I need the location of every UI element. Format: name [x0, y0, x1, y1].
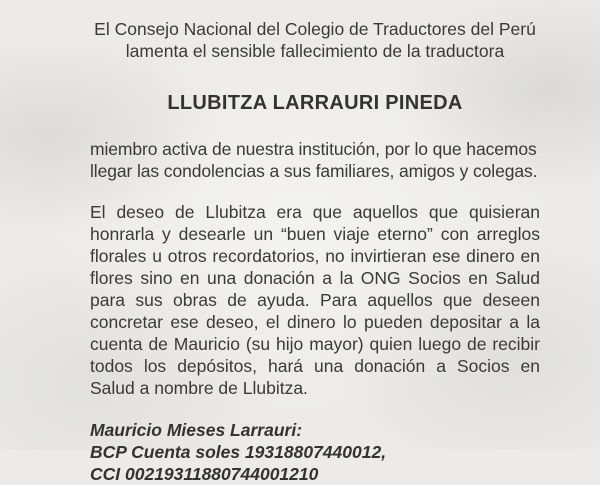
condolence-paragraph [90, 138, 540, 182]
intro-line-1: El Consejo Nacional del Colegio de Traductores del Perú [94, 19, 536, 39]
account-holder: Mauricio Mieses Larrauri: [90, 420, 303, 440]
intro-text [80, 18, 550, 62]
deceased-name: LLUBITZA LARRAURI PINEDA [167, 92, 463, 114]
account-number: BCP Cuenta soles 19318807440012, [90, 442, 387, 462]
bank-details [90, 419, 540, 485]
cci-number: CCI 00219311880744001210 [90, 464, 319, 484]
intro-line-2: lamenta el sensible fallecimiento de la traductora [125, 41, 505, 61]
obituary-notice [90, 10, 540, 485]
condolence-line-1: miembro activa de nuestra institución, por lo que hacemos [90, 139, 537, 159]
condolence-line-2: llegar las condolencias a sus familiares, amigos y colegas. [90, 161, 538, 181]
wish-paragraph: El deseo de Llubitza era que aquellos que quisieran honrarla y desearle un “buen viaje eterno” con arreglos florales u otros recordatorios, no invirtieran ese dinero en flores sino en una donación a la ONG Socios en Salud para sus obras de ayuda. Para aquellos que deseen concretar ese deseo, el dinero lo pueden depositar a la cuenta de Mauricio (su hijo mayor) quien luego de recibir todos los depósitos, hará una donación a Socios en Salud a nombre de Llubitza. [90, 202, 540, 398]
